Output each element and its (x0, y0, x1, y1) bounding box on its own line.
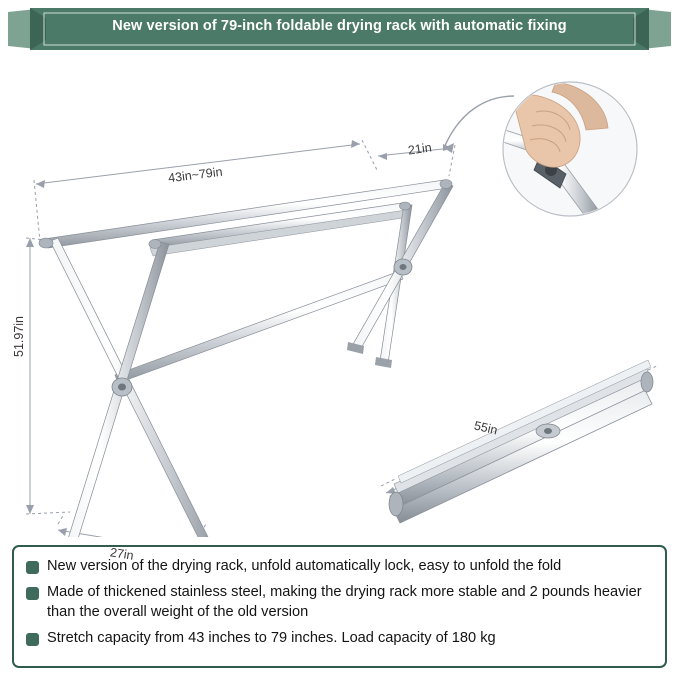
folded-rack (389, 360, 653, 523)
list-item (24, 583, 657, 622)
dimension-label-folded-length: 55in (472, 418, 499, 438)
list-item (24, 557, 657, 576)
bullet-square-icon (26, 587, 39, 600)
bullet-square-icon (26, 561, 39, 574)
product-diagram (0, 52, 679, 563)
feature-text: Made of thickened stainless steel, making the drying rack more stable and 2 pounds heavier than the overall weight of the old version (47, 584, 642, 620)
dimension-label-height: 51.97in (12, 315, 26, 357)
list-item (24, 629, 657, 648)
dimension-label-top-width: 43in~79in (167, 164, 224, 186)
dimension-label-depth: 21in (407, 140, 433, 158)
bullet-square-icon (26, 633, 39, 646)
header-banner (0, 6, 679, 54)
banner-title: New version of 79-inch foldable drying rack with automatic fixing (112, 18, 567, 34)
drying-rack-illustration (0, 52, 679, 537)
lock-mechanism-callout (503, 82, 637, 220)
feature-text: New version of the drying rack, unfold automatically lock, easy to unfold the fold (47, 558, 562, 574)
dimension-label-base-width: 27in (109, 545, 135, 563)
rack-frame (39, 180, 453, 538)
feature-list-panel (12, 545, 667, 668)
feature-text: Stretch capacity from 43 inches to 79 inches. Load capacity of 180 kg (47, 629, 496, 646)
